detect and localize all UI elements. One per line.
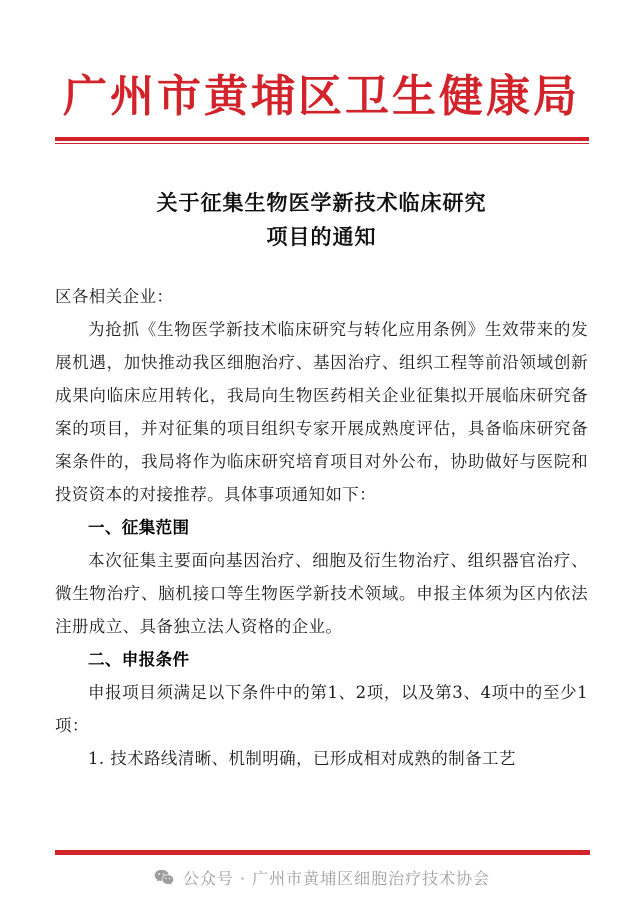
footer-divider (55, 850, 590, 855)
wechat-icon (153, 867, 175, 889)
document-title (0, 186, 643, 254)
document-title-line-1: 关于征集生物医学新技术临床研究 (156, 190, 487, 216)
masthead (0, 0, 643, 144)
intro-paragraph: 为抢抓《生物医学新技术临床研究与转化应用条例》生效带来的发展机遇，加快推动我区细胞治疗、基因治疗、组织工程等前沿领域创新成果向临床应用转化，我局向生物医药相关企业征集拟开展临床研究备案的项目，并对征集的项目组织专家开展成熟度评估，具备临床研究备案条件的，我局将作为临床研究培育项目对外公布，协助做好与医院和投资资本的对接推荐。具体事项通知如下： (55, 320, 588, 505)
section-body-requirements: 申报项目须满足以下条件中的第1、2项，以及第3、4项中的至少1项： (55, 683, 588, 736)
masthead-divider (55, 137, 589, 144)
masthead-rule-thin (55, 143, 589, 144)
salutation: 区各相关企业： (55, 287, 174, 307)
footer-credit-text: 公众号 · 广州市黄埔区细胞治疗技术协会 (182, 869, 491, 888)
section-heading-scope: 一、征集范围 (88, 518, 190, 538)
document-body (55, 280, 588, 775)
document-title-line-2: 项目的通知 (266, 224, 377, 250)
section-body-scope: 本次征集主要面向基因治疗、细胞及衍生物治疗、组织器官治疗、微生物治疗、脑机接口等生物医学新技术领域。申报主体须为区内依法注册成立、具备独立法人资格的企业。 (55, 551, 588, 637)
footer-credit (0, 866, 643, 889)
footer (0, 840, 643, 908)
requirement-item-1: 1. 技术路线清晰、机制明确，已形成相对成熟的制备工艺 (88, 749, 516, 769)
issuing-organization-title: 广州市黄埔区卫生健康局 (63, 71, 580, 122)
section-heading-requirements: 二、申报条件 (88, 650, 190, 670)
